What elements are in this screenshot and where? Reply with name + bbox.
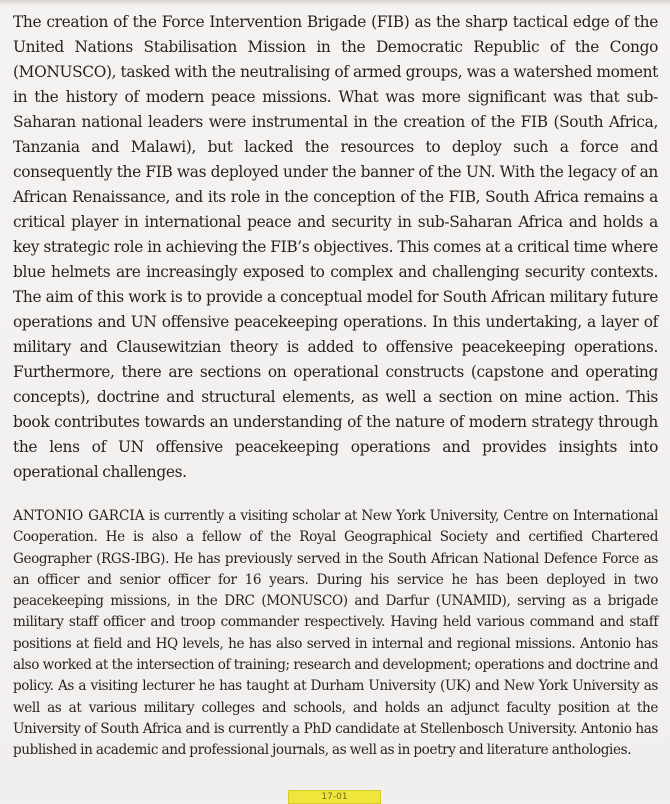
book-description: The creation of the Force Intervention Brigade (FIB) as the sharp tactical edge of the United Nations Stabilisation Mission in the Democratic Republic of the Congo (MONUSCO), tasked with the neutralising of armed groups, was a watershed moment in the history of modern peace missions. What was more significant was that sub-Saharan national leaders were instrumental in the creation of the FIB (South Africa, Tanzania and Malawi), but lacked the resources to deploy such a force and consequently the FIB was deployed under the banner of the UN. With the legacy of an African Renaissance, and its role in the conception of the FIB, South Africa remains a critical player in international peace and security in sub-Saharan Africa and holds a key strategic role in achieving the FIB’s objectives. This comes at a critical time where blue helmets are increasingly exposed to complex and challenging security contexts. The aim of this work is to provide a conceptual model for South African military future operations and UN offensive peacekeeping operations. In this undertaking, a layer of military and Clausewitzian theory is added to offensive peacekeeping operations. Furthermore, there are sections on operational constructs (capstone and operating concepts), doctrine and structural elements, as well a section on mine action. This book contributes towards an understanding of the nature of modern strategy through the lens of UN offensive peacekeeping operations and provides insights into operational challenges.	[13, 13, 658, 481]
author-name: ANTONIO GARCIA	[13, 508, 145, 524]
author-biography	[13, 506, 658, 762]
page-top-edge	[0, 0, 670, 6]
price-sticker: 17-01	[288, 790, 381, 804]
author-bio-text: is currently a visiting scholar at New York University, Centre on International Cooperation. He is also a fellow of the Royal Geographical Society and certified Chartered Geographer (RGS-IBG). He has previously served in the South African National Defence Force as an officer and senior officer for 16 years. During his service he has been deployed in two peacekeeping missions, in the DRC (MONUSCO) and Darfur (UNAMID), serving as a brigade military staff officer and troop commander respectively. Having held various command and staff positions at field and HQ levels, he has also served in internal and regional missions. Antonio has also worked at the intersection of training; research and development; operations and doctrine and policy. As a visiting lecturer he has taught at Durham University (UK) and New York University as well as at various military colleges and schools, and holds an adjunct faculty position at the University of South Africa and is currently a PhD candidate at Stellenbosch University. Antonio has published in academic and professional journals, as well as in poetry and literature anthologies.	[13, 508, 658, 759]
